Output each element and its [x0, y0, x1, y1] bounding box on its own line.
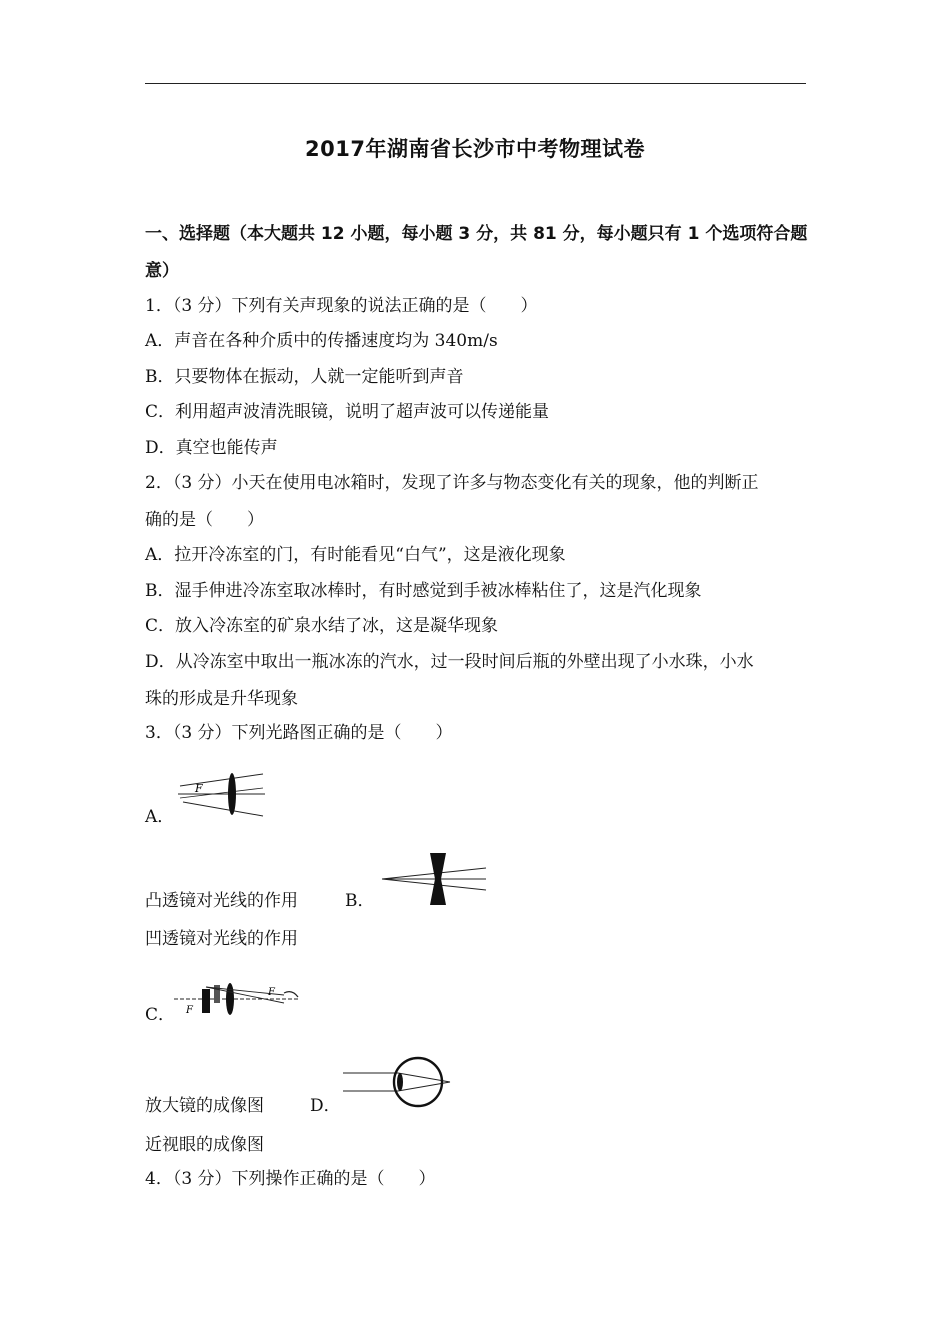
q1-stem: 1．（3 分）下列有关声现象的说法正确的是（ ） [145, 296, 538, 316]
figure-a-convex-lens [175, 768, 270, 820]
q4-stem: 4．（3 分）下列操作正确的是（ ） [145, 1169, 436, 1189]
q3-option-a-label: A． [145, 807, 175, 827]
q3-option-b-label: B． [345, 891, 375, 911]
figure-c-focus-right: F [268, 987, 275, 998]
q1-option-d: D．真空也能传声 [145, 438, 278, 458]
q2-stem-line1: 2．（3 分）小天在使用电冰箱时，发现了许多与物态变化有关的现象，他的判断正 [145, 473, 759, 493]
q1-option-b: B．只要物体在振动，人就一定能听到声音 [145, 367, 464, 387]
figure-b-concave-lens [378, 850, 488, 908]
q3-option-c-label: C． [145, 1005, 176, 1025]
q3-option-d-caption: 近视眼的成像图 [145, 1135, 264, 1155]
q1-option-a: A．声音在各种介质中的传播速度均为 340m/s [145, 331, 498, 351]
q3-option-c-caption: 放大镜的成像图 [145, 1096, 264, 1116]
q3-option-b-caption: 凹透镜对光线的作用 [145, 929, 298, 949]
q2-option-a: A．拉开冷冻室的门，有时能看见“白气”，这是液化现象 [145, 545, 566, 565]
figure-d-myopic-eye [340, 1055, 460, 1115]
figure-c-magnifier [172, 975, 307, 1023]
q2-option-c: C．放入冷冻室的矿泉水结了冰，这是凝华现象 [145, 616, 499, 636]
q2-option-b: B．湿手伸进冷冻室取冰棒时，有时感觉到手被冰棒粘住了，这是汽化现象 [145, 581, 702, 601]
header-rule [145, 83, 806, 84]
section-heading-line1: 一、选择题（本大题共 12 小题，每小题 3 分，共 81 分，每小题只有 1 个选项符合题 [145, 224, 808, 244]
q2-option-d-line1: D．从冷冻室中取出一瓶冰冻的汽水，过一段时间后瓶的外壁出现了小水珠，小水 [145, 652, 754, 672]
q3-stem: 3．（3 分）下列光路图正确的是（ ） [145, 723, 453, 743]
q1-option-c: C．利用超声波清洗眼镜，说明了超声波可以传递能量 [145, 402, 550, 422]
figure-c-focus-left: F [186, 1005, 193, 1016]
figure-a-focus-label: F [195, 782, 203, 795]
q2-option-d-line2: 珠的形成是升华现象 [145, 689, 298, 709]
q3-option-a-caption: 凸透镜对光线的作用 [145, 891, 298, 911]
section-heading-line2: 意） [145, 261, 179, 281]
q2-stem-line2: 确的是（ ） [145, 510, 264, 530]
q3-option-d-label: D． [310, 1096, 341, 1116]
page-title: 2017年湖南省长沙市中考物理试卷 [305, 137, 645, 161]
